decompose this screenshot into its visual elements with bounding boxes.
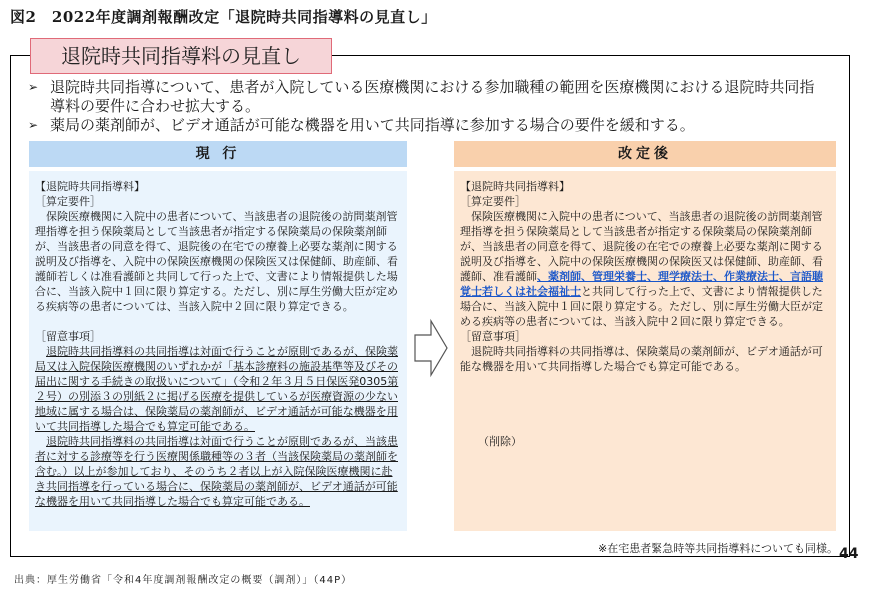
page-number: 44 xyxy=(839,546,859,562)
fee-label: 【退院時共同指導料】 xyxy=(460,180,570,193)
requirements-text-part: と共同して行った上で、文書により情報提供した場合に、当該入院中１回に限り算定する。ただし、別に厚生労働大臣が定める疾病等の患者については、当該入院中２回に限り算定できる。 xyxy=(460,285,823,328)
section-title: 退院時共同指導料の見直し xyxy=(30,38,332,74)
note-text: 退院時共同指導料の共同指導は対面で行うことが原則であるが、保険薬局又は入院保険医療機関のいずれかが「基本診療料の施設基準等及びその届出に関する手続きの取扱いについて」（令和２年３月５日保医発0305第２号）の別添３の別紙２に掲げる医療を提供しているが医療資源の少ない地域に属する場合は、保険薬局の薬剤師が、ビデオ通話が可能な機器を用いて共同指導した場合でも算定可能である。 xyxy=(35,345,399,433)
requirements-text: 保険医療機関に入院中の患者について、当該患者の退院後の訪問薬剤管理指導を担う保険薬局として当該患者が指定する保険薬局の保険薬剤師が、当該患者の同意を得て、退院後の在宅での療養上必要な薬剤に関する説明及び指導を、入院中の保険医療機関の保険医又は保健師、助産師、看護師若しくは准看護師と共同して行った上で、文書により情報提供した場合に、当該入院中１回に限り算定する。ただし、別に厚生労働大臣が定める疾病等の患者については、当該入院中２回に限り算定できる。 xyxy=(35,210,398,313)
revised-rules-column xyxy=(454,141,836,531)
notes-label: ［留意事項］ xyxy=(460,330,526,343)
revised-body xyxy=(454,171,836,531)
arrow-bullet-icon: ➢ xyxy=(28,80,39,94)
added-professions-text: 、薬剤師、管理栄養士、理学療法士、作業療法士、言語聴覚士若しくは社会福祉士 xyxy=(460,270,823,298)
requirements-text-part: 保険医療機関に入院中の患者について、当該患者の退院後の訪問薬剤管理指導を担う保険薬局として当該患者が指定する保険薬局の保険薬剤師が、当該患者の同意を得て、退院後の在宅での療養上必要な薬剤に関する説明及び指導を、入院中の保険医療機関の保険医又は保健師、助産師、看護師、准看護師 xyxy=(460,210,823,283)
current-header: 現 行 xyxy=(29,141,407,167)
bullet-item xyxy=(28,78,828,116)
bullet-list xyxy=(28,78,828,135)
bullet-text: 薬局の薬剤師が、ビデオ通話が可能な機器を用いて共同指導に参加する場合の要件を緩和する。 xyxy=(50,116,695,134)
revised-header: 改定後 xyxy=(454,141,836,167)
notes-label: ［留意事項］ xyxy=(35,330,101,343)
bullet-item xyxy=(28,116,828,135)
note-text: 退院時共同指導料の共同指導は、保険薬局の薬剤師が、ビデオ通話が可能な機器を用いて共同指導した場合でも算定可能である。 xyxy=(460,345,823,373)
fee-label: 【退院時共同指導料】 xyxy=(35,180,145,193)
right-arrow-icon xyxy=(414,318,448,378)
figure-title: 図2 2022年度調剤報酬改定「退院時共同指導料の見直し」 xyxy=(10,8,437,26)
source-citation: 出典：厚生労働省「令和4年度調剤報酬改定の概要（調剤）」（44P） xyxy=(14,575,353,586)
arrow-bullet-icon: ➢ xyxy=(28,118,39,132)
bullet-text: 退院時共同指導について、患者が入院している医療機関における参加職種の範囲を医療機関における退院時共同指導料の要件に合わせ拡大する。 xyxy=(50,78,815,115)
requirements-text xyxy=(460,209,830,329)
deleted-marker: （削除） xyxy=(478,435,522,448)
requirements-label: ［算定要件］ xyxy=(35,195,101,208)
footnote: ※在宅患者緊急時等共同指導料についても同様。 xyxy=(598,542,838,555)
requirements-label: ［算定要件］ xyxy=(460,195,526,208)
current-body xyxy=(29,171,407,531)
note-text: 退院時共同指導料の共同指導は対面で行うことが原則であるが、当該患者に対する診療等を行う医療関係職種等の３者（当該保険薬局の薬剤師を含む。）以上が参加しており、そのうち２者以上が入院保険医療機関に赴き共同指導を行っている場合に、保険薬局の薬剤師が、ビデオ通話が可能な機器を用いて共同指導した場合でも算定可能である。 xyxy=(35,435,398,508)
current-rules-column xyxy=(29,141,407,531)
